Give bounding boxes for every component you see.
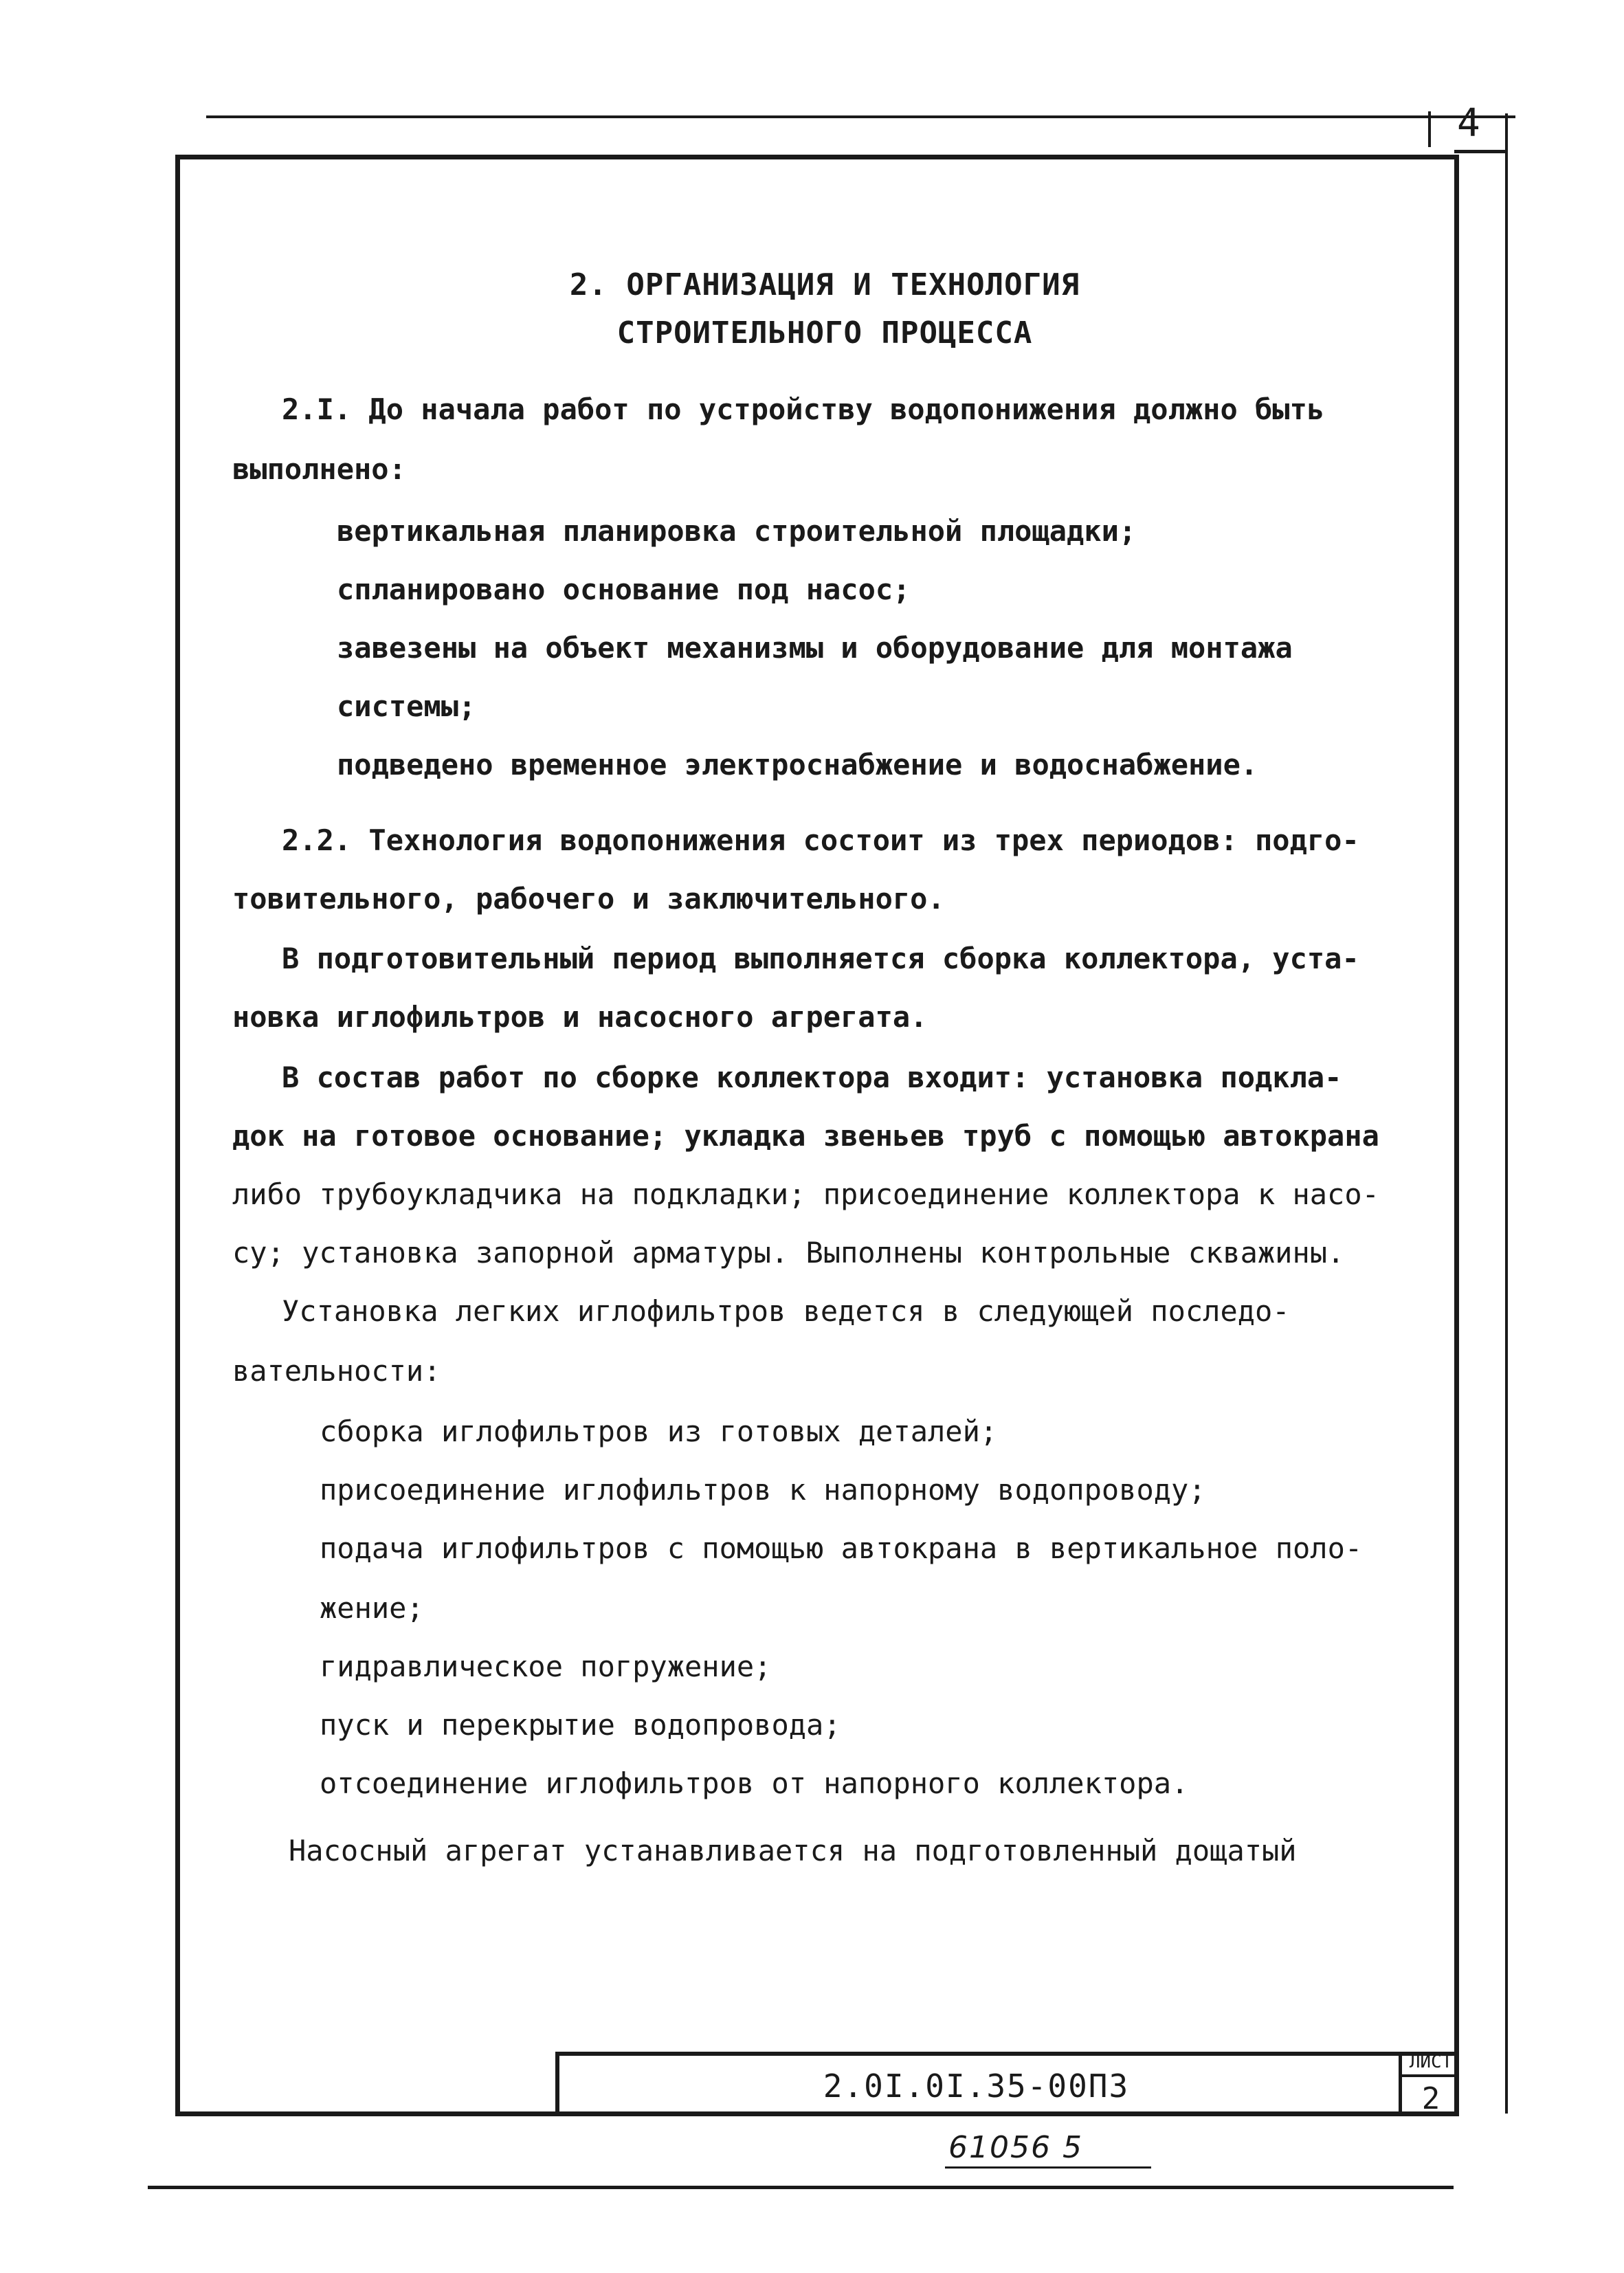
prerequisite-item: спланировано основание под насос;: [337, 573, 911, 606]
section-2-2-line: В подготовительный период выполняется сборка коллектора, уста-: [282, 942, 1359, 975]
section-2-2-line: В состав работ по сборке коллектора входит: установка подкла-: [282, 1061, 1342, 1094]
sheet-cell-divider: [1399, 2074, 1459, 2077]
frame-right-top: [1454, 150, 1508, 153]
installation-step: подача иглофильтров с помощью автокрана в вертикальное поло-: [320, 1531, 1363, 1565]
section-2-2-line: 2.2. Технология водопонижения состоит из трех периодов: подго-: [282, 823, 1359, 857]
section-2-2-line: док на готовое основание; укладка звеньев труб с помощью автокрана: [232, 1119, 1379, 1153]
archive-underline: [945, 2166, 1151, 2169]
section-2-2-line: либо трубоукладчика на подкладки; присоединение коллектора к насо-: [232, 1177, 1379, 1211]
sheet-label: ЛИСТ: [1409, 2052, 1453, 2072]
installation-step: отсоединение иглофильтров от напорного коллектора.: [320, 1766, 1189, 1800]
section-2-2-last-line: Насосный агрегат устанавливается на подготовленный дощатый: [289, 1834, 1297, 1867]
installation-step: жение;: [320, 1591, 424, 1625]
prerequisite-item: завезены на объект механизмы и оборудование для монтажа: [337, 631, 1293, 665]
installation-step: сборка иглофильтров из готовых деталей;: [320, 1415, 998, 1448]
prerequisite-item: подведено временное электроснабжение и водоснабжение.: [337, 748, 1258, 781]
heading-line-1: 2. ОРГАНИЗАЦИЯ И ТЕХНОЛОГИЯ: [569, 267, 1080, 302]
section-2-2-line: новка иглофильтров и насосного агрегата.: [232, 1000, 928, 1034]
section-2-2-line: су; установка запорной арматуры. Выполнены контрольные скважины.: [232, 1236, 1345, 1269]
installation-step: присоединение иглофильтров к напорному водопроводу;: [320, 1473, 1206, 1507]
section-2-2-line: Установка легких иглофильтров ведется в следующей последо-: [282, 1294, 1290, 1328]
heading-line-2: СТРОИТЕЛЬНОГО ПРОЦЕССА: [616, 315, 1033, 351]
prerequisite-item: системы;: [337, 689, 476, 723]
top-rule: [206, 115, 1515, 118]
archive-number: 61056 5: [948, 2130, 1083, 2165]
document-code: 2.0I.0I.35-00ПЗ: [823, 2067, 1130, 2105]
corner-tick: [1428, 111, 1431, 147]
bottom-rule: [148, 2186, 1454, 2189]
section-2-1-line-1: 2.I. До начала работ по устройству водопонижения должно быть: [282, 392, 1325, 426]
installation-step: гидравлическое погружение;: [320, 1650, 772, 1683]
sheet-number: 2: [1421, 2081, 1441, 2116]
prerequisite-item: вертикальная планировка строительной площадки;: [337, 514, 1137, 548]
frame-right-outer: [1505, 113, 1508, 2114]
installation-step: пуск и перекрытие водопровода;: [320, 1708, 841, 1742]
section-2-1-line-2: выполнено:: [232, 452, 406, 486]
section-2-2-line: товительного, рабочего и заключительного.: [232, 882, 945, 916]
corner-page-number: 4: [1457, 101, 1480, 146]
section-2-2-line: вательности:: [232, 1354, 441, 1388]
